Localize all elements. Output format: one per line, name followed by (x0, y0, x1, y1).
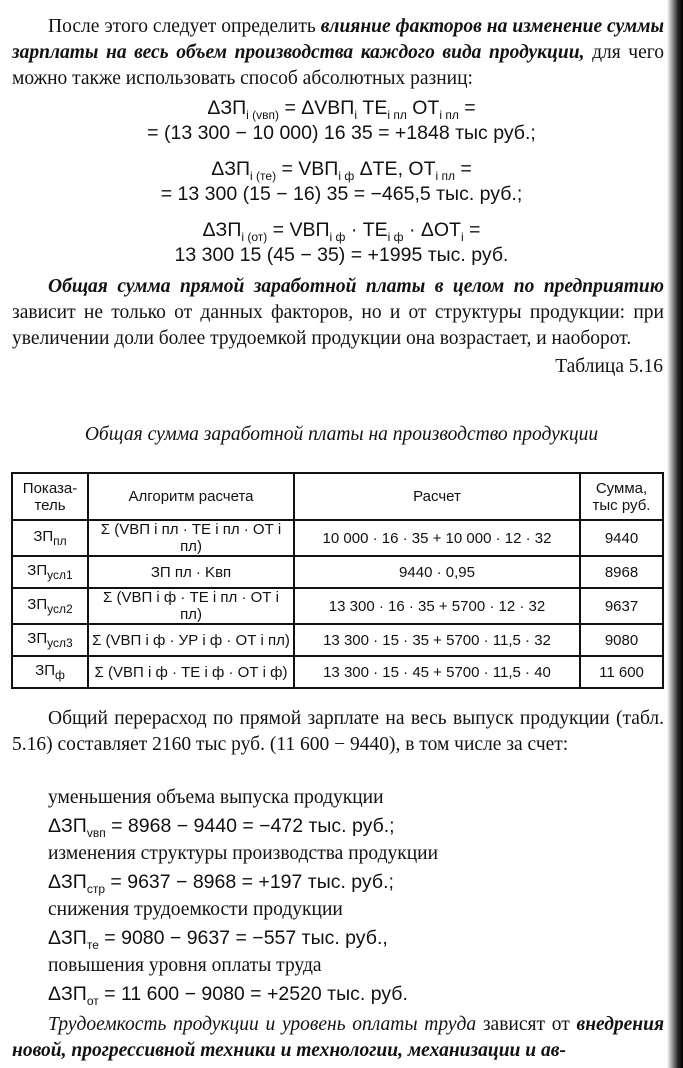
formula-3: $\Delta ЗП_{i (от)} = VВП_{i ф} \cdot ТЕ_{i ф} \cdot \Delta ОТ_i$ = (202, 219, 481, 244)
cell-sum: 9080 (580, 624, 663, 656)
cause-4: повышения уровня оплаты труда (48, 955, 322, 976)
cell-indicator: $ЗП_{усл2}$ (12, 588, 88, 624)
paragraph-4: Трудоемкость продукции и уровень оплаты труда зависят от внедрения новой, прогрессивной техники и технологии, механизации и ав- (12, 1014, 664, 1061)
cause-2-formula: $\Delta ЗП_{стр} = 9637 - 8968 = +197$ тыс. руб.; (48, 871, 394, 896)
cell-algorithm: Σ (VВП i ф · ТЕ i ф · ОТ i ф) (88, 656, 294, 688)
cell-calculation: 13 300 · 15 · 45 + 5700 · 11,5 · 40 (294, 656, 580, 688)
formula-2: $\Delta ЗП_{i (те)} = VВП_{i ф}$ ΔТЕ, $ОТ_{i пл}$ = (211, 158, 472, 183)
cell-indicator: $ЗП_{усл3}$ (12, 624, 88, 656)
table-row (12, 624, 663, 656)
cell-sum: 11 600 (580, 656, 663, 688)
paragraph-2-emphasis: Общая сумма прямой заработной платы в целом по предприятию (48, 276, 664, 297)
intro-emphasis: влияние факторов на изменение суммы зарплаты на весь объем производства каждого вида продукции, (12, 16, 664, 63)
table-row (12, 656, 663, 688)
cell-sum: 9637 (580, 588, 663, 624)
cell-algorithm: ЗП пл · Kвп (88, 556, 294, 588)
cause-4-formula: $\Delta ЗП_{от} = 11$ 600 − 9080 = +2520 тыс. руб. (48, 983, 408, 1008)
cell-algorithm: Σ (VВП i ф · ТЕ i пл · ОТ i пл) (88, 588, 294, 624)
cell-indicator: $ЗП_{усл1}$ (12, 556, 88, 588)
paragraph-3: Общий перерасход по прямой зарплате на весь выпуск продукции (табл. 5.16) составляет 2160 тыс руб. (11 600 − 9440), в том числе за счет: (12, 708, 664, 755)
page-edge-shadow (667, 0, 683, 1068)
header-indicator: Показа-тель (12, 473, 88, 520)
cell-indicator: $ЗП_ф$ (12, 656, 88, 688)
formula-3-result: 13 300 15 (45 − 35) = +1995 тыс. руб. (174, 244, 509, 266)
cause-2: изменения структуры производства продукции (48, 843, 439, 864)
intro-text: После этого следует определить (48, 16, 316, 37)
cell-algorithm: Σ (VВП i ф · УР i ф · ОТ i пл) (88, 624, 294, 656)
cause-3-formula: $\Delta ЗП_{те} = 9080 - 9637 = -557$ тыс. руб., (48, 927, 388, 952)
intro-text-2: для чего можно также использовать способ абсолютных разниц: (12, 42, 665, 89)
cause-1-formula: $\Delta ЗП_{vвп} = 8968 - 9440 = -472$ тыс. руб.; (48, 815, 395, 840)
paragraph-2-text: зависит не только от данных факторов, но и от структуры продукции: при увеличении доли более трудоемкой продукции она возрастает, и наоборот. (12, 302, 664, 349)
cell-indicator: $ЗП_{пл}$ (12, 520, 88, 556)
formula-2-result: = 13 300 (15 − 16) 35 = −465,5 тыс. руб.; (160, 183, 523, 205)
cell-sum: 8968 (580, 556, 663, 588)
formula-1-result: = (13 300 − 10 000) 16 35 = +1848 тыс руб.; (147, 122, 536, 144)
cell-calculation: 13 300 · 15 · 35 + 5700 · 11,5 · 32 (294, 624, 580, 656)
table-header-row (12, 473, 663, 520)
formula-1: $\Delta ЗП_{i (vвп)} = \Delta VВП_i$ $ТЕ_{i пл}$ $ОТ_{i пл}$ = (207, 97, 476, 122)
header-algorithm: Алгоритм расчета (88, 473, 294, 520)
cell-calculation: 9440 · 0,95 (294, 556, 580, 588)
paragraph-2 (12, 274, 664, 352)
paragraph-4-emphasis: Трудоемкость продукции и уровень оплаты труда (48, 1014, 477, 1035)
table-row (12, 588, 663, 624)
table-row (12, 520, 663, 556)
header-sum: Сумма, тыс руб. (580, 473, 663, 520)
intro-paragraph (12, 14, 664, 92)
wage-table (11, 472, 664, 689)
cell-sum: 9440 (580, 520, 663, 556)
table-title: Общая сумма заработной платы на производство продукции (84, 424, 599, 445)
cell-calculation: 13 300 · 16 · 35 + 5700 · 12 · 32 (294, 588, 580, 624)
cause-3: снижения трудоемкости продукции (48, 899, 343, 920)
table-row (12, 556, 663, 588)
header-calculation: Расчет (294, 473, 580, 520)
paragraph-4-emphasis-2: внедрения новой, прогрессивной техники и технологии, механизации и ав- (12, 1014, 664, 1061)
cause-1: уменьшения объема выпуска продукции (48, 787, 384, 808)
cell-algorithm: Σ (VВП i пл · ТЕ i пл · ОТ i пл) (88, 520, 294, 556)
table-label: Таблица 5.16 (555, 356, 663, 377)
cell-calculation: 10 000 · 16 · 35 + 10 000 · 12 · 32 (294, 520, 580, 556)
